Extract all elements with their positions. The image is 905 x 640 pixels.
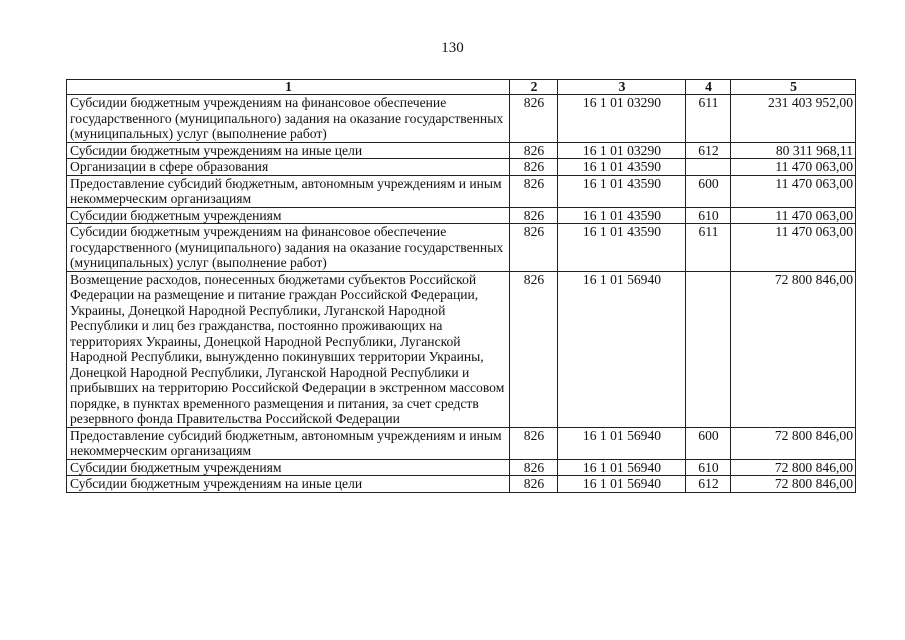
- row-name: Субсидии бюджетным учреждениям: [67, 207, 510, 224]
- row-target-article: 16 1 01 03290: [558, 142, 686, 159]
- table-row: [67, 427, 856, 459]
- header-col-5: 5: [731, 80, 856, 95]
- header-col-1: 1: [67, 80, 510, 95]
- row-amount: 11 470 063,00: [731, 207, 856, 224]
- row-ministry-code: 826: [510, 142, 558, 159]
- row-target-article: 16 1 01 03290: [558, 95, 686, 143]
- row-amount: 80 311 968,11: [731, 142, 856, 159]
- row-ministry-code: 826: [510, 427, 558, 459]
- row-expense-type: 611: [686, 224, 731, 272]
- page-number: 130: [441, 40, 464, 56]
- table-row: [67, 271, 856, 427]
- row-target-article: 16 1 01 43590: [558, 224, 686, 272]
- row-expense-type: 610: [686, 207, 731, 224]
- row-amount: 72 800 846,00: [731, 271, 856, 427]
- row-target-article: 16 1 01 56940: [558, 271, 686, 427]
- row-expense-type: 600: [686, 175, 731, 207]
- row-target-article: 16 1 01 43590: [558, 207, 686, 224]
- row-name: Субсидии бюджетным учреждениям на финансовое обеспечение государственного (муниципального) задания на оказание государственных (муниципальных) услуг (выполнение работ): [67, 224, 510, 272]
- row-expense-type: [686, 159, 731, 176]
- row-name: Субсидии бюджетным учреждениям на иные цели: [67, 476, 510, 493]
- row-target-article: 16 1 01 56940: [558, 459, 686, 476]
- header-col-2: 2: [510, 80, 558, 95]
- row-ministry-code: 826: [510, 159, 558, 176]
- table-header-row: [67, 80, 856, 95]
- row-ministry-code: 826: [510, 95, 558, 143]
- header-col-3: 3: [558, 80, 686, 95]
- row-name: Возмещение расходов, понесенных бюджетами субъектов Российской Федерации на размещение и питание граждан Российской Федерации, Украины, Донецкой Народной Республики, Луганской Народной Республики и лиц без гражданства, постоянно проживающих на территориях Украины, Донецкой Народной Республики, Луганской Народной Республики, вынужденно покинувших территории Украины, Донецкой Народной Республики, Луганской Народной Республики и прибывших на территорию Российской Федерации в экстренном массовом порядке, в пунктах временного размещения и питания, за счет средств резервного фонда Правительства Российской Федерации: [67, 271, 510, 427]
- row-ministry-code: 826: [510, 207, 558, 224]
- row-target-article: 16 1 01 56940: [558, 476, 686, 493]
- row-target-article: 16 1 01 43590: [558, 175, 686, 207]
- row-name: Субсидии бюджетным учреждениям на иные цели: [67, 142, 510, 159]
- row-expense-type: 611: [686, 95, 731, 143]
- row-name: Предоставление субсидий бюджетным, автономным учреждениям и иным некоммерческим организациям: [67, 175, 510, 207]
- table-row: [67, 95, 856, 143]
- table-row: [67, 159, 856, 176]
- row-name: Субсидии бюджетным учреждениям: [67, 459, 510, 476]
- header-col-4: 4: [686, 80, 731, 95]
- row-ministry-code: 826: [510, 459, 558, 476]
- row-expense-type: 610: [686, 459, 731, 476]
- row-amount: 72 800 846,00: [731, 427, 856, 459]
- row-amount: 231 403 952,00: [731, 95, 856, 143]
- row-expense-type: 600: [686, 427, 731, 459]
- table-row: [67, 459, 856, 476]
- budget-table: [66, 79, 856, 493]
- row-amount: 11 470 063,00: [731, 224, 856, 272]
- row-amount: 11 470 063,00: [731, 175, 856, 207]
- table-row: [67, 175, 856, 207]
- row-target-article: 16 1 01 56940: [558, 427, 686, 459]
- row-amount: 72 800 846,00: [731, 459, 856, 476]
- row-expense-type: 612: [686, 476, 731, 493]
- row-ministry-code: 826: [510, 476, 558, 493]
- row-name: Субсидии бюджетным учреждениям на финансовое обеспечение государственного (муниципального) задания на оказание государственных (муниципальных) услуг (выполнение работ): [67, 95, 510, 143]
- row-name: Организации в сфере образования: [67, 159, 510, 176]
- table-row: [67, 142, 856, 159]
- row-name: Предоставление субсидий бюджетным, автономным учреждениям и иным некоммерческим организациям: [67, 427, 510, 459]
- row-expense-type: 612: [686, 142, 731, 159]
- table-row: [67, 207, 856, 224]
- row-amount: 11 470 063,00: [731, 159, 856, 176]
- row-ministry-code: 826: [510, 271, 558, 427]
- row-target-article: 16 1 01 43590: [558, 159, 686, 176]
- row-ministry-code: 826: [510, 224, 558, 272]
- table-row: [67, 476, 856, 493]
- row-expense-type: [686, 271, 731, 427]
- row-amount: 72 800 846,00: [731, 476, 856, 493]
- row-ministry-code: 826: [510, 175, 558, 207]
- table-row: [67, 224, 856, 272]
